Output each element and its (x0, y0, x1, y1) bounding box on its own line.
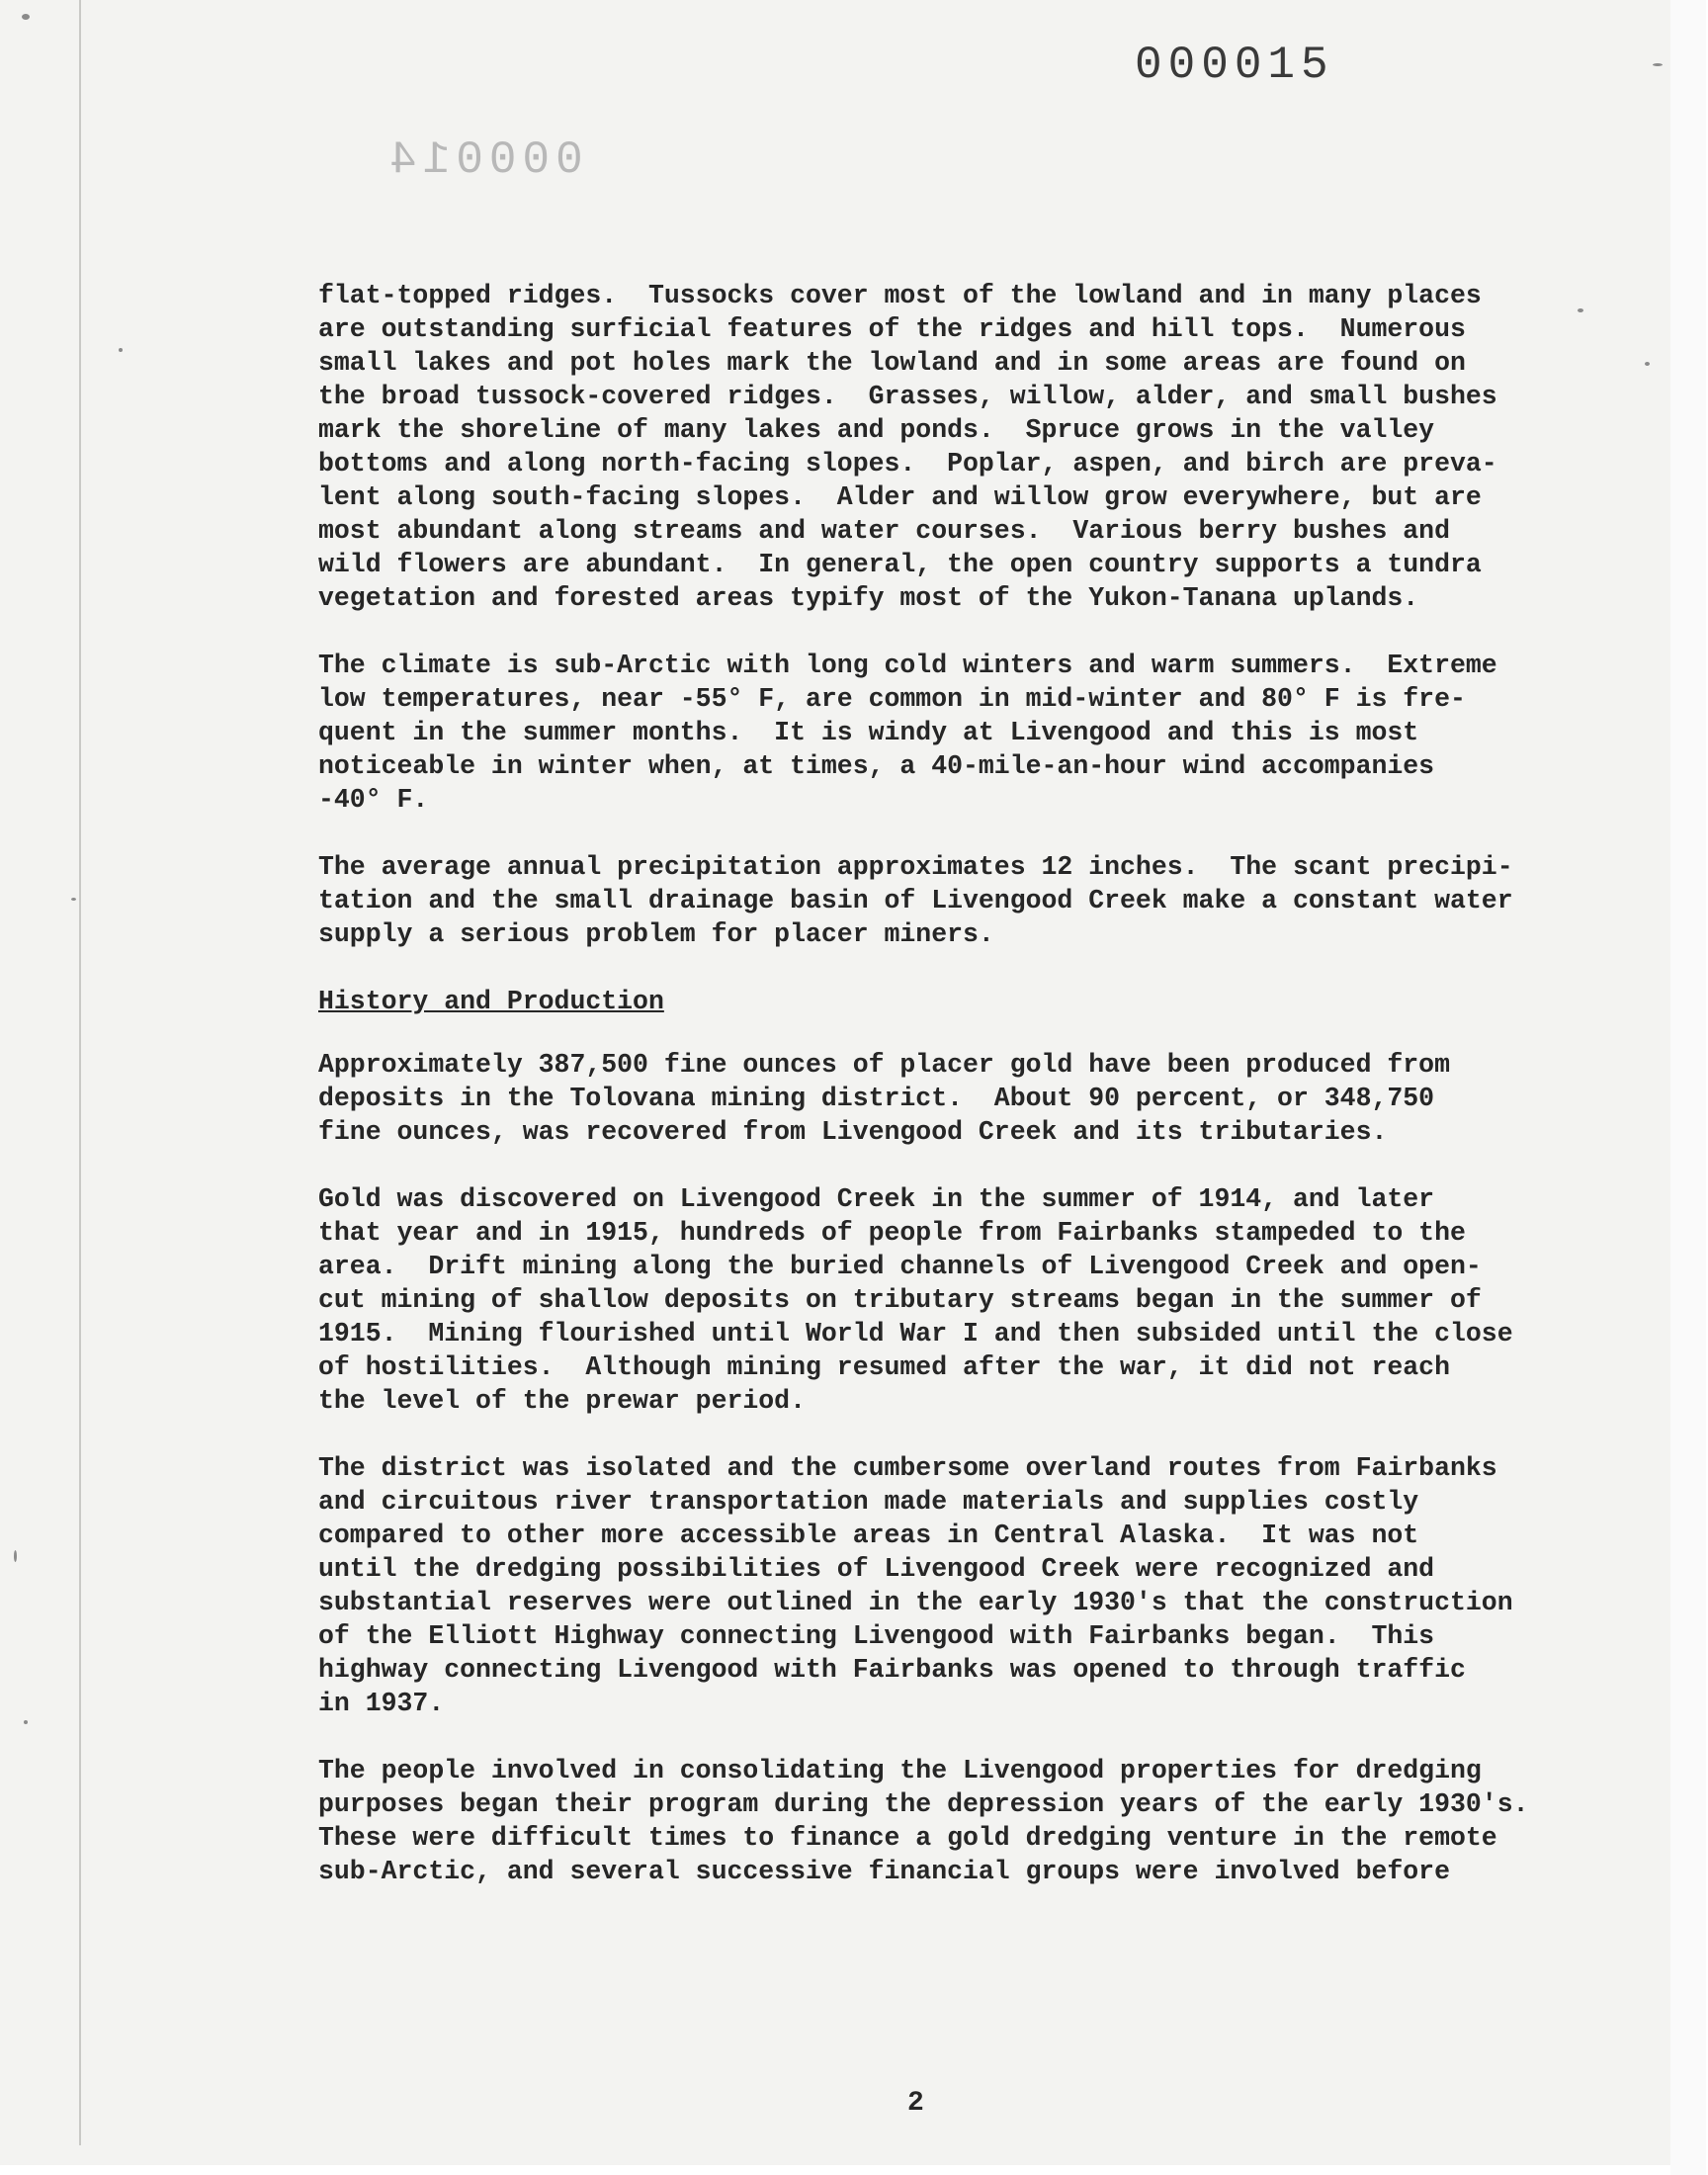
page-number: 2 (907, 2088, 924, 2119)
paragraph-vegetation: flat-topped ridges. Tussocks cover most of the lowland and in many places are outstanding surficial features of the ridges and hill tops. Numerous small lakes and pot holes mark the lowland and in some areas are found on the broad tussock-covered ridges. Grasses, willow, alder, and small bushes mark the shoreline of many lakes and ponds. Spruce grows in the valley bottoms and along north-facing slopes. Poplar, aspen, and birch are preva- lent along south-facing slopes. Alder and willow grow everywhere, but are most abundant along streams and water courses. Various berry bushes and wild flowers are abundant. In general, the open country supports a tundra vegetation and forested areas typify most of the Yukon-Tanana uplands. (318, 281, 1497, 613)
scan-right-edge (1670, 0, 1706, 2175)
section-heading: History and Production (318, 987, 664, 1016)
paragraph-transportation: The district was isolated and the cumbersome overland routes from Fairbanks and circuitous river transportation made materials and supplies costly compared to other more accessible areas in Central Alaska. It was not until the dredging possibilities of Livengood Creek were recognized and substantial reserves were outlined in the early 1930's that the construction of the Elliott Highway connecting Livengood with Fairbanks began. This highway connecting Livengood with Fairbanks was opened to through traffic in 1937. (318, 1453, 1513, 1718)
scan-margin-line (79, 0, 81, 2145)
scan-speck (1578, 308, 1583, 312)
scan-speck (14, 1550, 17, 1562)
paragraph-production: Approximately 387,500 fine ounces of placer gold have been produced from deposits in the Tolovana mining district. About 90 percent, or 348,750 fine ounces, was recovered from Livengood Creek and its tributaries. (318, 1050, 1450, 1147)
scan-speck (22, 14, 30, 20)
bleed-through-number: 000014 (384, 134, 583, 186)
page-stamp-number: 000015 (1135, 40, 1334, 91)
paragraph-precipitation: The average annual precipitation approximates 12 inches. The scant precipi- tation and the small drainage basin of Livengood Creek make a constant water supply a serious problem for placer miners. (318, 852, 1513, 949)
scan-speck (1645, 362, 1650, 366)
document-body (318, 279, 1603, 1922)
paragraph-dredging: The people involved in consolidating the Livengood properties for dredging purposes began their program during the depression years of the early 1930's. These were difficult times to finance a gold dredging venture in the remote sub-Arctic, and several successive financial groups were involved before (318, 1756, 1529, 1886)
scan-speck (24, 1720, 28, 1724)
scan-speck (1653, 63, 1663, 66)
paragraph-climate: The climate is sub-Arctic with long cold winters and warm summers. Extreme low temperatures, near -55° F, are common in mid-winter and 80° F is fre- quent in the summer months. It is windy at Livengood and this is most noticeable in winter when, at times, a 40-mile-an-hour wind accompanies -40° F. (318, 651, 1497, 815)
scan-speck (71, 898, 76, 901)
scan-speck (119, 348, 123, 352)
paragraph-discovery: Gold was discovered on Livengood Creek in the summer of 1914, and later that year and in 1915, hundreds of people from Fairbanks stampeded to the area. Drift mining along the buried channels of Livengood Creek and open- cut mining of shallow deposits on tributary streams began in the summer of 1915. Mining flourished until World War I and then subsided until the close of hostilities. Although mining resumed after the war, it did not reach the level of the prewar period. (318, 1184, 1513, 1416)
